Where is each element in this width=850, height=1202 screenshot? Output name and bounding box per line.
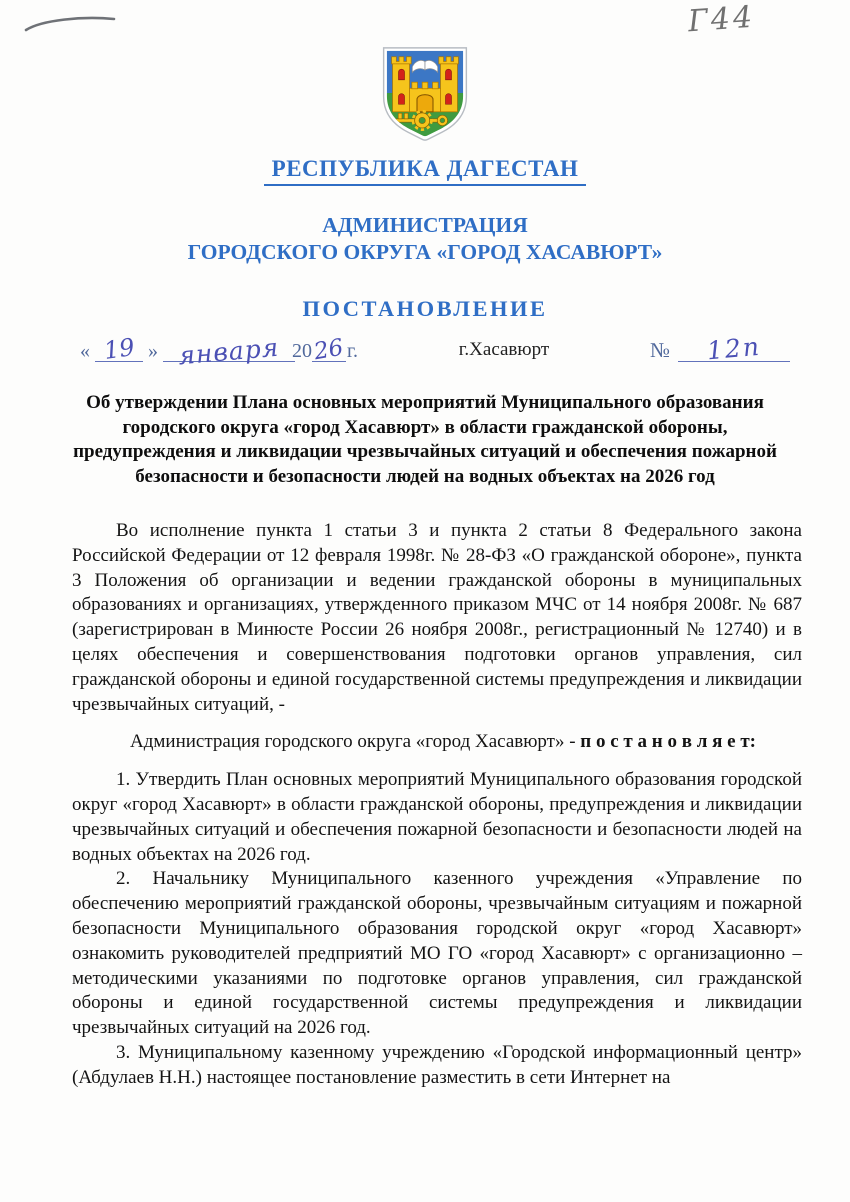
handwritten-month: января (177, 332, 281, 371)
dateline (80, 331, 790, 371)
year-suffix-label: г. (347, 340, 358, 362)
preamble-paragraph: Во исполнение пункта 1 статьи 3 и пункта 2 статьи 8 Федерального закона Российской Федерации от 12 февраля 1998г. № 28-ФЗ «О гражданской обороне», пункта 3 Положения об организации и ведении гражданской обороны в муниципальных образованиях и организациях, утвержденного приказом МЧС от 14 ноября 2008г. № 687 (зарегистрирован в Минюсте России 26 ноября 2008г., регистрационный № 12740) и в целях обеспечения и совершенствования подготовки органов управления, сил гражданской обороны и единой государственной системы предупреждения и ликвидации чрезвычайных ситуаций, - (72, 520, 802, 715)
document-type-heading: ПОСТАНОВЛЕНИЕ (302, 296, 548, 321)
handwritten-day: 19 (101, 333, 137, 365)
number-sign: № (649, 338, 670, 362)
year-blank (312, 334, 346, 366)
republic-heading (0, 156, 850, 186)
day-blank (95, 333, 143, 365)
city-label: г.Хасавюрт (458, 339, 550, 360)
org-line-2: ГОРОДСКОГО ОКРУГА «ГОРОД ХАСАВЮРТ» (187, 240, 663, 264)
republic-heading-text: РЕСПУБЛИКА ДАГЕСТАН (264, 156, 587, 186)
gate-arch (417, 95, 433, 112)
resolves-word: п о с т а н о в л я е т: (580, 731, 757, 753)
date-field (80, 332, 358, 371)
org-line-1: АДМИНИСТРАЦИЯ (322, 213, 528, 237)
resolves-prefix: Администрация городского округа «город Хасавюрт» - (130, 731, 581, 753)
handwritten-number: 12п (705, 331, 763, 366)
handwritten-page-mark: Г44 (686, 0, 757, 40)
month-blank (163, 332, 295, 371)
coat-of-arms-icon (378, 44, 472, 142)
year-prefix: 20 (292, 340, 312, 362)
number-blank (678, 331, 790, 366)
open-quote: « (80, 340, 90, 362)
organization-heading (0, 212, 850, 266)
resolution-item-1: 1. Утвердить План основных мероприятий Муниципального образования городской округ «город Хасавюрт» в области гражданской обороны, предупреждения и ликвидации чрезвычайных ситуаций и обеспечения пожарной безопасности и безопасности людей на водных объектах на 2026 год. (72, 769, 802, 865)
document-number-field (649, 331, 790, 366)
handwritten-dash-mark (22, 10, 122, 36)
resolution-item-3: 3. Муниципальному казенному учреждению «Городской информационный центр» (Абдулаев Н.Н.) настоящее постановление разместить в сети Интернет на (72, 1041, 802, 1088)
document-body (72, 519, 802, 1091)
resolution-item-2: 2. Начальнику Муниципального казенного учреждения «Управление по обеспечению мероприятий гражданской обороны, чрезвычайным ситуациям и пожарной безопасности Муниципального образования городской округ «город Хасавюрт» ознакомить руководителей предприятий МО ГО «город Хасавюрт» с организационно – методическими указаниями по подготовке органов управления, сил гражданской обороны и единой государственной системы предупреждения и ликвидации чрезвычайных ситуаций на 2026 год. (72, 868, 802, 1039)
khasavyurt-coat-of-arms (378, 44, 472, 142)
document-title: Об утверждении Плана основных мероприятий Муниципального образования городского округа «город Хасавюрт» в области гражданской обороны, предупреждения и ликвидации чрезвычайных ситуаций и обеспечения пожарной безопасности и безопасности людей на водных объектах на 2026 год (73, 392, 777, 487)
close-quote: » (148, 340, 158, 362)
handwritten-year: 26 (312, 334, 346, 366)
resolution-clause (72, 730, 802, 755)
